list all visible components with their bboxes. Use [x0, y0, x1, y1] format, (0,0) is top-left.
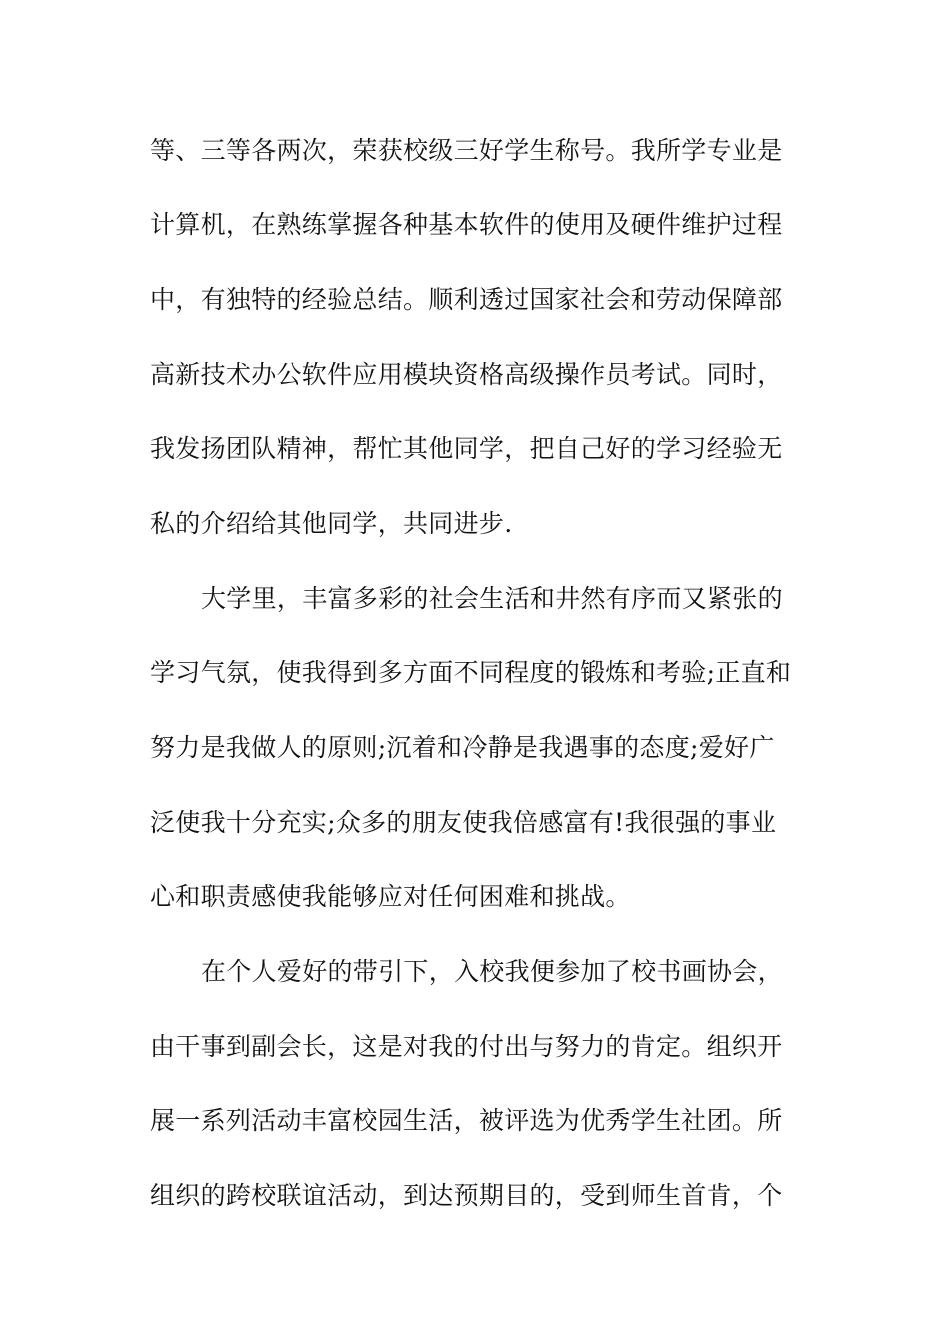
text-line: 我发扬团队精神，帮忙其他同学，把自己好的学习经验无: [150, 434, 783, 463]
text-line: 高新技术办公软件应用模块资格高级操作员考试。同时，: [150, 360, 783, 389]
text-line: 大学里，丰富多彩的社会生活和井然有序而又紧张的: [201, 584, 783, 613]
text-line: 在个人爱好的带引下，入校我便参加了校书画协会，: [201, 957, 783, 986]
text-line: 组织的跨校联谊活动，到达预期目的，受到师生首肯，个: [150, 1181, 783, 1210]
text-line: 等、三等各两次，荣获校级三好学生称号。我所学专业是: [150, 136, 783, 165]
text-line: 努力是我做人的原则;沉着和冷静是我遇事的态度;爱好广: [150, 733, 775, 762]
text-line: 计算机，在熟练掌握各种基本软件的使用及硬件维护过程: [150, 210, 783, 239]
text-line: 学习气氛，使我得到多方面不同程度的锻炼和考验;正直和: [150, 658, 792, 687]
text-line: 展一系列活动丰富校园生活，被评选为优秀学生社团。所: [150, 1106, 783, 1135]
text-line: 由干事到副会长，这是对我的付出与努力的肯定。组织开: [150, 1032, 783, 1061]
text-line: 泛使我十分充实;众多的朋友使我倍感富有!我很强的事业: [150, 808, 777, 837]
text-line: 中，有独特的经验总结。顺利透过国家社会和劳动保障部: [150, 285, 783, 314]
text-line: 心和职责感使我能够应对任何困难和挑战。: [150, 882, 631, 911]
text-line: 私的介绍给其他同学，共同进步.: [150, 509, 513, 538]
